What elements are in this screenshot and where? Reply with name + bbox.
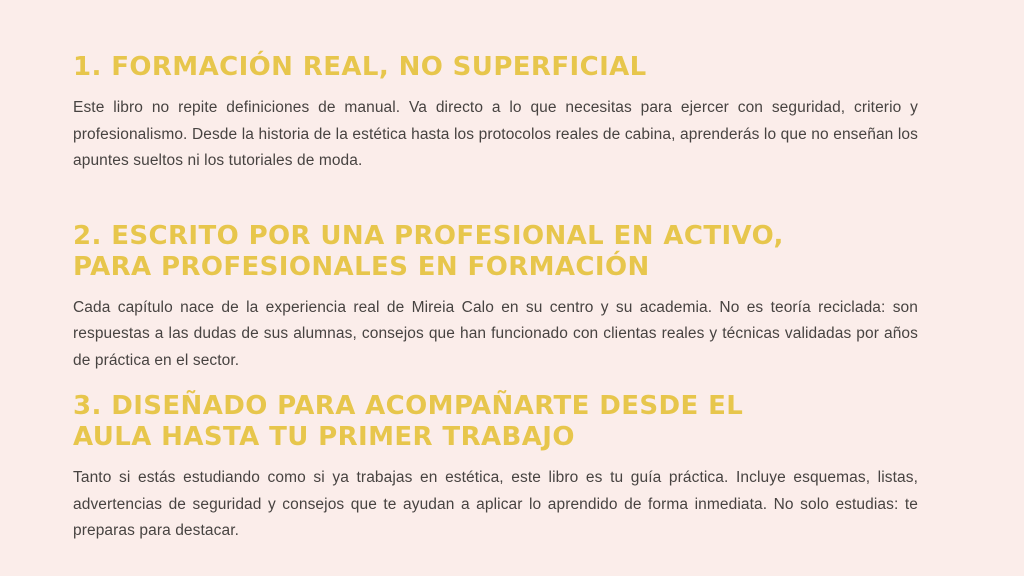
section-3-heading bbox=[73, 391, 918, 453]
section-2-heading-line-2: PARA PROFESIONALES EN FORMACIÓN bbox=[73, 251, 650, 282]
section-1-heading bbox=[73, 52, 918, 83]
section-formacion-real bbox=[73, 52, 918, 175]
section-3-heading-line-2: AULA HASTA TU PRIMER TRABAJO bbox=[73, 422, 575, 452]
section-2-body: Cada capítulo nace de la experiencia real de Mireia Calo en su centro y su academia. No es teoría reciclada: son respuestas a las dudas de sus alumnas, consejos que han funcionado con clientas reales y técnicas validadas por años de práctica en el sector. bbox=[73, 298, 918, 369]
section-2-heading-line-1: 2. ESCRITO POR UNA PROFESIONAL EN ACTIVO, bbox=[73, 220, 784, 251]
section-escrito-por-profesional bbox=[73, 221, 918, 375]
section-disenado-para-acompanarte bbox=[73, 391, 918, 545]
section-2-heading bbox=[73, 221, 918, 283]
section-1-heading-line-1: 1. FORMACIÓN REAL, NO SUPERFICIAL bbox=[73, 52, 647, 82]
section-3-body: Tanto si estás estudiando como si ya trabajas en estética, este libro es tu guía práctica. Incluye esquemas, listas, advertencias de seguridad y consejos que te ayudan a aplicar lo aprendido de forma inmediata. No solo estudias: te preparas para destacar. bbox=[73, 469, 918, 539]
section-1-body: Este libro no repite definiciones de manual. Va directo a lo que necesitas para ejercer con seguridad, criterio y profesionalismo. Desde la historia de la estética hasta los protocolos reales de cabina, aprenderás lo que no enseñan los apuntes sueltos ni los tutoriales de moda. bbox=[73, 99, 918, 169]
section-3-heading-line-1: 3. DISEÑADO PARA ACOMPAÑARTE DESDE EL bbox=[73, 391, 744, 421]
